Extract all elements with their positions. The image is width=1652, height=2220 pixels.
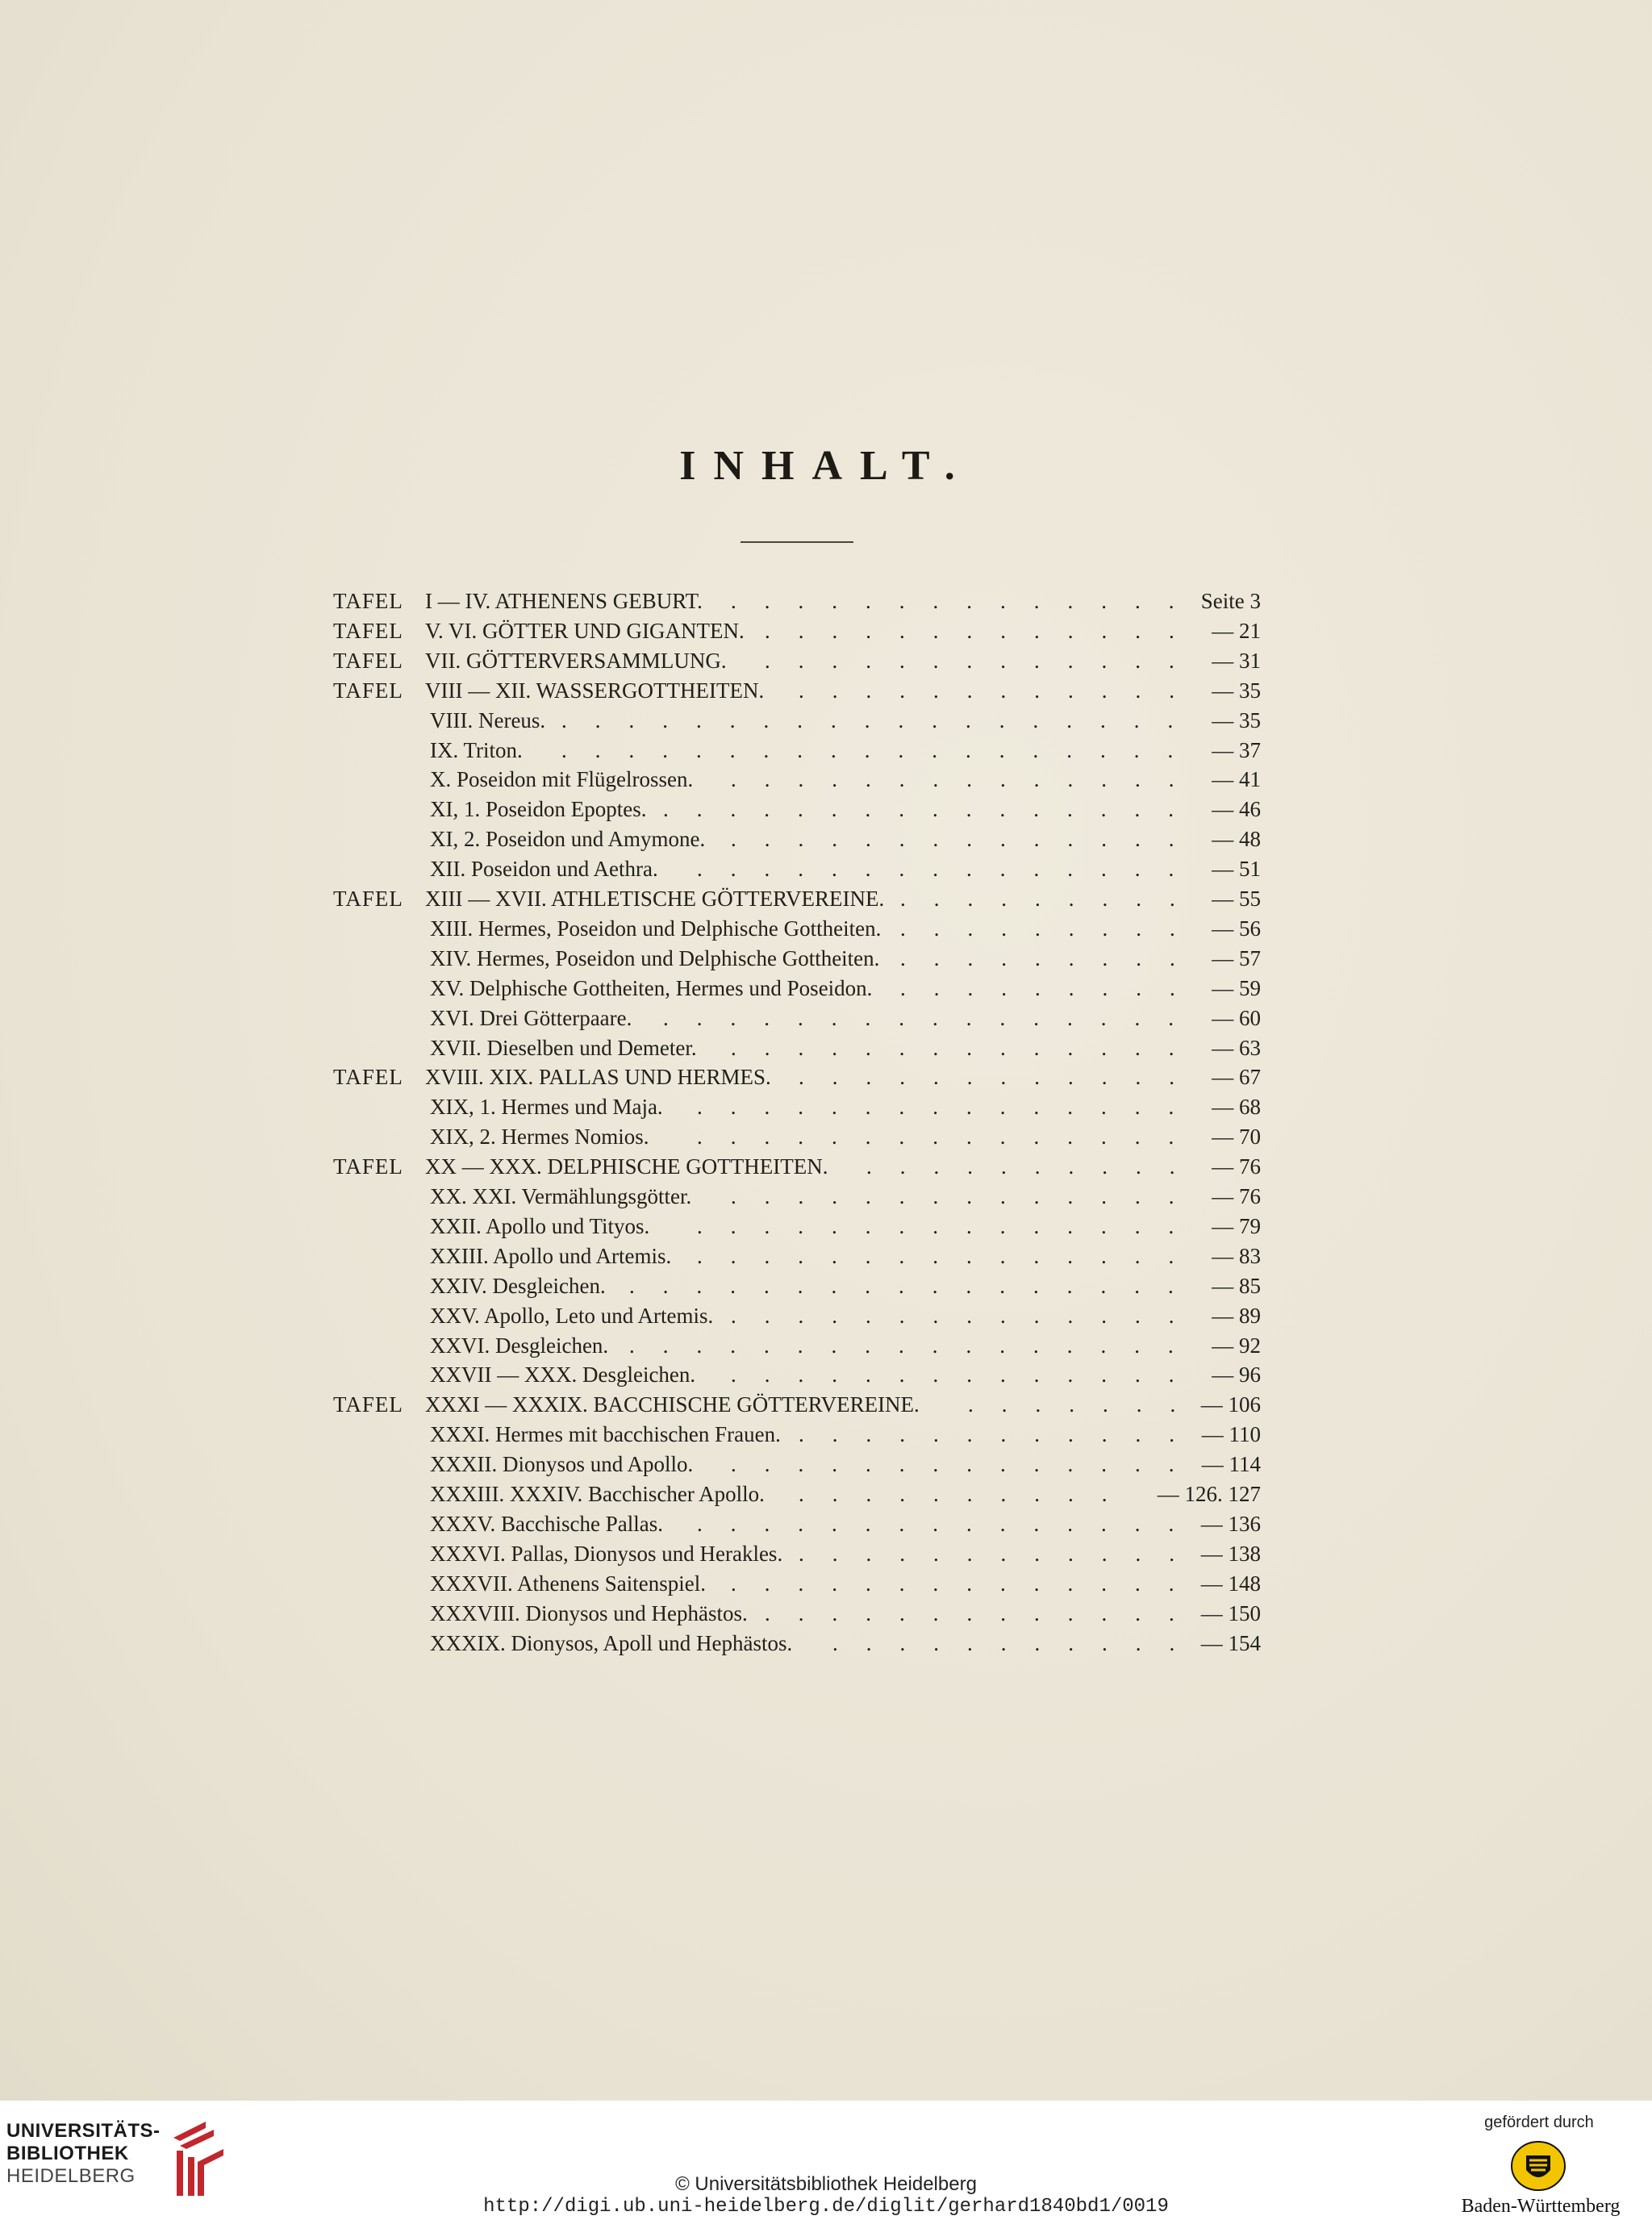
leader-dots: ...............	[697, 1213, 1203, 1238]
toc-entry-title: I — IV. ATHENENS GEBURT.	[425, 589, 703, 613]
copyright-text: © Universitätsbibliothek Heidelberg	[675, 2173, 977, 2195]
toc-entry	[0, 765, 1652, 794]
toc-entry-title: XXXI. Hermes mit bacchischen Frauen.	[430, 1422, 781, 1447]
toc-entry-title: XXXVII. Athenens Saitenspiel.	[430, 1571, 706, 1596]
leader-dots: ..........	[799, 1482, 1136, 1506]
toc-entry-title: XXVI. Desgleichen.	[430, 1333, 609, 1358]
leader-dots: .................	[629, 1333, 1202, 1358]
toc-entry	[0, 1033, 1652, 1062]
toc-entry-page: — 21	[1212, 618, 1261, 643]
leader-dots: ..............	[731, 1303, 1203, 1328]
toc-entry-page: — 41	[1212, 767, 1261, 792]
toc-entry-page: — 76	[1212, 1154, 1261, 1179]
toc-entry-title: XIV. Hermes, Poseidon und Delphische Gottheiten.	[430, 945, 880, 970]
leader-dots: ..............	[731, 827, 1203, 852]
leader-dots: ...................	[561, 737, 1202, 762]
funded-by-label: gefördert durch	[1484, 2114, 1594, 2131]
leader-dots: .........	[900, 975, 1204, 1000]
toc-entry	[0, 1479, 1652, 1509]
leader-dots: ................	[663, 1005, 1202, 1030]
toc-entry-page: — 138	[1200, 1541, 1261, 1566]
leader-dots: .............	[765, 648, 1203, 673]
library-logo-line: BIBLIOTHEK	[6, 2143, 129, 2164]
leader-dots: .........	[900, 945, 1204, 970]
toc-entry-page: — 56	[1212, 916, 1261, 941]
toc-entry-page: — 51	[1212, 857, 1261, 882]
toc-entry-page: — 136	[1200, 1511, 1261, 1536]
leader-dots: ..............	[731, 589, 1203, 613]
toc-entry	[0, 676, 1652, 705]
toc-entry-title: VII. GÖTTERVERSAMMLUNG.	[425, 648, 727, 673]
toc-entry-page: — 106	[1200, 1392, 1261, 1417]
leader-dots: .............	[765, 618, 1203, 643]
page-title: INHALT.	[679, 443, 973, 489]
toc-entry	[0, 1539, 1652, 1568]
leader-dots: ..............	[731, 1184, 1203, 1208]
toc-entry-page: — 31	[1212, 648, 1261, 673]
toc-entry-page: — 150	[1200, 1600, 1261, 1625]
toc-entry-page: — 85	[1212, 1273, 1261, 1298]
leader-dots: ..............	[731, 1452, 1203, 1477]
toc-entry-page: — 35	[1212, 678, 1261, 703]
funder-name[interactable]: Baden-Württemberg	[1461, 2196, 1621, 2217]
toc-entry	[0, 1301, 1652, 1330]
toc-entry-title: XXXI — XXXIX. BACCHISCHE GÖTTERVEREINE.	[425, 1392, 920, 1417]
leader-dots: .........	[900, 916, 1204, 941]
toc-entry	[0, 1629, 1652, 1658]
toc-entry	[0, 1182, 1652, 1211]
toc-entry-title: XIX, 2. Hermes Nomios.	[430, 1125, 649, 1150]
toc-entry-title: XIII — XVII. ATHLETISCHE GÖTTERVEREINE.	[425, 887, 885, 911]
leader-dots: .............	[765, 1600, 1203, 1625]
toc-entry-page: — 114	[1201, 1452, 1261, 1477]
toc-entry-page: — 46	[1212, 797, 1261, 822]
toc-entry-page: — 154	[1200, 1630, 1261, 1655]
toc-entry	[0, 854, 1652, 883]
toc-entry-title: XI, 2. Poseidon und Amymone.	[430, 827, 706, 852]
toc-entry	[0, 1569, 1652, 1598]
toc-entry	[0, 914, 1652, 943]
toc-entry-prefix: TAFEL	[333, 618, 403, 643]
toc-entry-prefix: TAFEL	[333, 887, 403, 911]
toc-entry-page: — 92	[1212, 1333, 1261, 1358]
toc-entry	[0, 1360, 1652, 1389]
permalink-url[interactable]: http://digi.ub.uni-heidelberg.de/diglit/gerhard1840bd1/0019	[483, 2196, 1169, 2218]
toc-entry-prefix: TAFEL	[333, 1392, 403, 1417]
toc-entry-title: VIII. Nereus.	[430, 707, 546, 732]
toc-entry-title: XXXVIII. Dionysos und Hephästos.	[430, 1600, 748, 1625]
toc-entry-title: XXXV. Bacchische Pallas.	[430, 1511, 663, 1536]
toc-entry-title: XIX, 1. Hermes und Maja.	[430, 1095, 663, 1120]
leader-dots: .......	[968, 1392, 1204, 1417]
toc-entry	[0, 1599, 1652, 1628]
leader-dots: ..............	[731, 1035, 1203, 1060]
leader-dots: ...............	[697, 1511, 1203, 1536]
leader-dots: ..............	[731, 1362, 1203, 1388]
leader-dots: ...............	[697, 1243, 1203, 1268]
toc-entry-title: XXXVI. Pallas, Dionysos und Herakles.	[430, 1541, 783, 1566]
toc-entry-title: IX. Triton.	[430, 737, 523, 762]
toc-entry-page: Seite 3	[1200, 589, 1261, 613]
leader-dots: ...............	[697, 857, 1203, 882]
toc-entry	[0, 974, 1652, 1003]
toc-entry-title: XXXII. Dionysos und Apollo.	[430, 1452, 694, 1477]
toc-entry-page: — 37	[1212, 737, 1261, 762]
coat-of-arms-icon	[1510, 2138, 1566, 2194]
toc-entry	[0, 1450, 1652, 1479]
toc-entry-page: — 126. 127	[1157, 1482, 1261, 1506]
toc-entry	[0, 795, 1652, 824]
toc-entry-page: — 83	[1212, 1243, 1261, 1268]
toc-entry	[0, 884, 1652, 913]
toc-entry-page: — 68	[1212, 1095, 1261, 1120]
leader-dots: .................	[629, 1273, 1202, 1298]
toc-entry	[0, 1331, 1652, 1360]
toc-entry-title: XXXIX. Dionysos, Apoll und Hephästos.	[430, 1630, 793, 1655]
leader-dots: ............	[799, 678, 1203, 703]
toc-entry	[0, 944, 1652, 973]
toc-entry-title: XVIII. XIX. PALLAS UND HERMES.	[425, 1065, 771, 1090]
toc-entry-page: — 96	[1212, 1362, 1261, 1388]
toc-entry	[0, 1241, 1652, 1271]
leader-dots: ............	[799, 1065, 1203, 1090]
toc-entry-page: — 89	[1212, 1303, 1261, 1328]
toc-entry	[0, 1004, 1652, 1033]
toc-entry	[0, 586, 1652, 616]
leader-dots: ................	[663, 797, 1202, 822]
toc-entry-page: — 79	[1212, 1213, 1261, 1238]
leader-dots: ..............	[731, 767, 1203, 792]
toc-entry	[0, 616, 1652, 645]
toc-entry-page: — 59	[1212, 975, 1261, 1000]
toc-entry	[0, 736, 1652, 765]
toc-entry-title: XXII. Apollo und Tityos.	[430, 1213, 650, 1238]
library-logo-line: UNIVERSITÄTS-	[6, 2120, 161, 2142]
toc-entry	[0, 706, 1652, 735]
toc-entry-prefix: TAFEL	[333, 1154, 403, 1179]
toc-entry	[0, 1390, 1652, 1419]
toc-entry	[0, 1122, 1652, 1151]
toc-entry-title: X. Poseidon mit Flügelrossen.	[430, 767, 694, 792]
toc-entry-title: XVI. Drei Götterpaare.	[430, 1005, 632, 1030]
leader-dots: ...............	[697, 1125, 1203, 1150]
toc-entry	[0, 824, 1652, 853]
toc-entry-title: XI, 1. Poseidon Epoptes.	[430, 797, 647, 822]
library-logo-line: HEIDELBERG	[6, 2165, 136, 2187]
toc-entry-page: — 70	[1212, 1125, 1261, 1150]
toc-entry	[0, 1212, 1652, 1241]
toc-entry-title: XII. Poseidon und Aethra.	[430, 857, 658, 882]
toc-entry	[0, 1420, 1652, 1449]
toc-entry-page: — 35	[1212, 707, 1261, 732]
toc-entry-page: — 55	[1212, 887, 1261, 911]
leader-dots: ..............	[731, 1571, 1203, 1596]
toc-entry-title: XX — XXX. DELPHISCHE GOTTHEITEN.	[425, 1154, 828, 1179]
toc-entry-page: — 110	[1201, 1422, 1261, 1447]
toc-entry-page: — 63	[1212, 1035, 1261, 1060]
toc-entry-title: V. VI. GÖTTER UND GIGANTEN.	[425, 618, 745, 643]
leader-dots: .........	[900, 887, 1204, 911]
leader-dots: ............	[799, 1422, 1203, 1447]
toc-entry-title: XV. Delphische Gottheiten, Hermes und Poseidon.	[430, 975, 873, 1000]
toc-entry-page: — 148	[1200, 1571, 1261, 1596]
toc-entry	[0, 1092, 1652, 1121]
toc-entry-page: — 67	[1212, 1065, 1261, 1090]
toc-entry-title: XVII. Dieselben und Demeter.	[430, 1035, 697, 1060]
leader-dots: ..........	[866, 1154, 1204, 1179]
toc-entry-prefix: TAFEL	[333, 1065, 403, 1090]
toc-entry	[0, 1509, 1652, 1538]
toc-entry	[0, 1062, 1652, 1091]
toc-entry-page: — 76	[1212, 1184, 1261, 1208]
toc-entry-prefix: TAFEL	[333, 648, 403, 673]
toc-entry-title: XXXIII. XXXIV. Bacchischer Apollo.	[430, 1482, 765, 1506]
leader-dots: ...............	[697, 1095, 1203, 1120]
leader-dots: ............	[799, 1541, 1203, 1566]
leader-dots: ...................	[561, 707, 1202, 732]
toc-entry-title: XXIV. Desgleichen.	[430, 1273, 606, 1298]
toc-entry-title: XXVII — XXX. Desgleichen.	[430, 1362, 696, 1388]
toc-entry-page: — 60	[1212, 1005, 1261, 1030]
toc-entry-title: XXIII. Apollo und Artemis.	[430, 1243, 672, 1268]
toc-entry-page: — 57	[1212, 945, 1261, 970]
toc-entry-title: VIII — XII. WASSERGOTTHEITEN.	[425, 678, 765, 703]
toc-entry-prefix: TAFEL	[333, 589, 403, 613]
toc-entry-title: XIII. Hermes, Poseidon und Delphische Gottheiten.	[430, 916, 882, 941]
toc-entry-prefix: TAFEL	[333, 678, 403, 703]
toc-entry-title: XX. XXI. Vermählungsgötter.	[430, 1184, 692, 1208]
toc-entry-title: XXV. Apollo, Leto und Artemis.	[430, 1303, 714, 1328]
toc-entry	[0, 1152, 1652, 1181]
leader-dots: ...........	[832, 1630, 1204, 1655]
toc-entry	[0, 646, 1652, 675]
toc-entry	[0, 1271, 1652, 1300]
toc-entry-page: — 48	[1212, 827, 1261, 852]
